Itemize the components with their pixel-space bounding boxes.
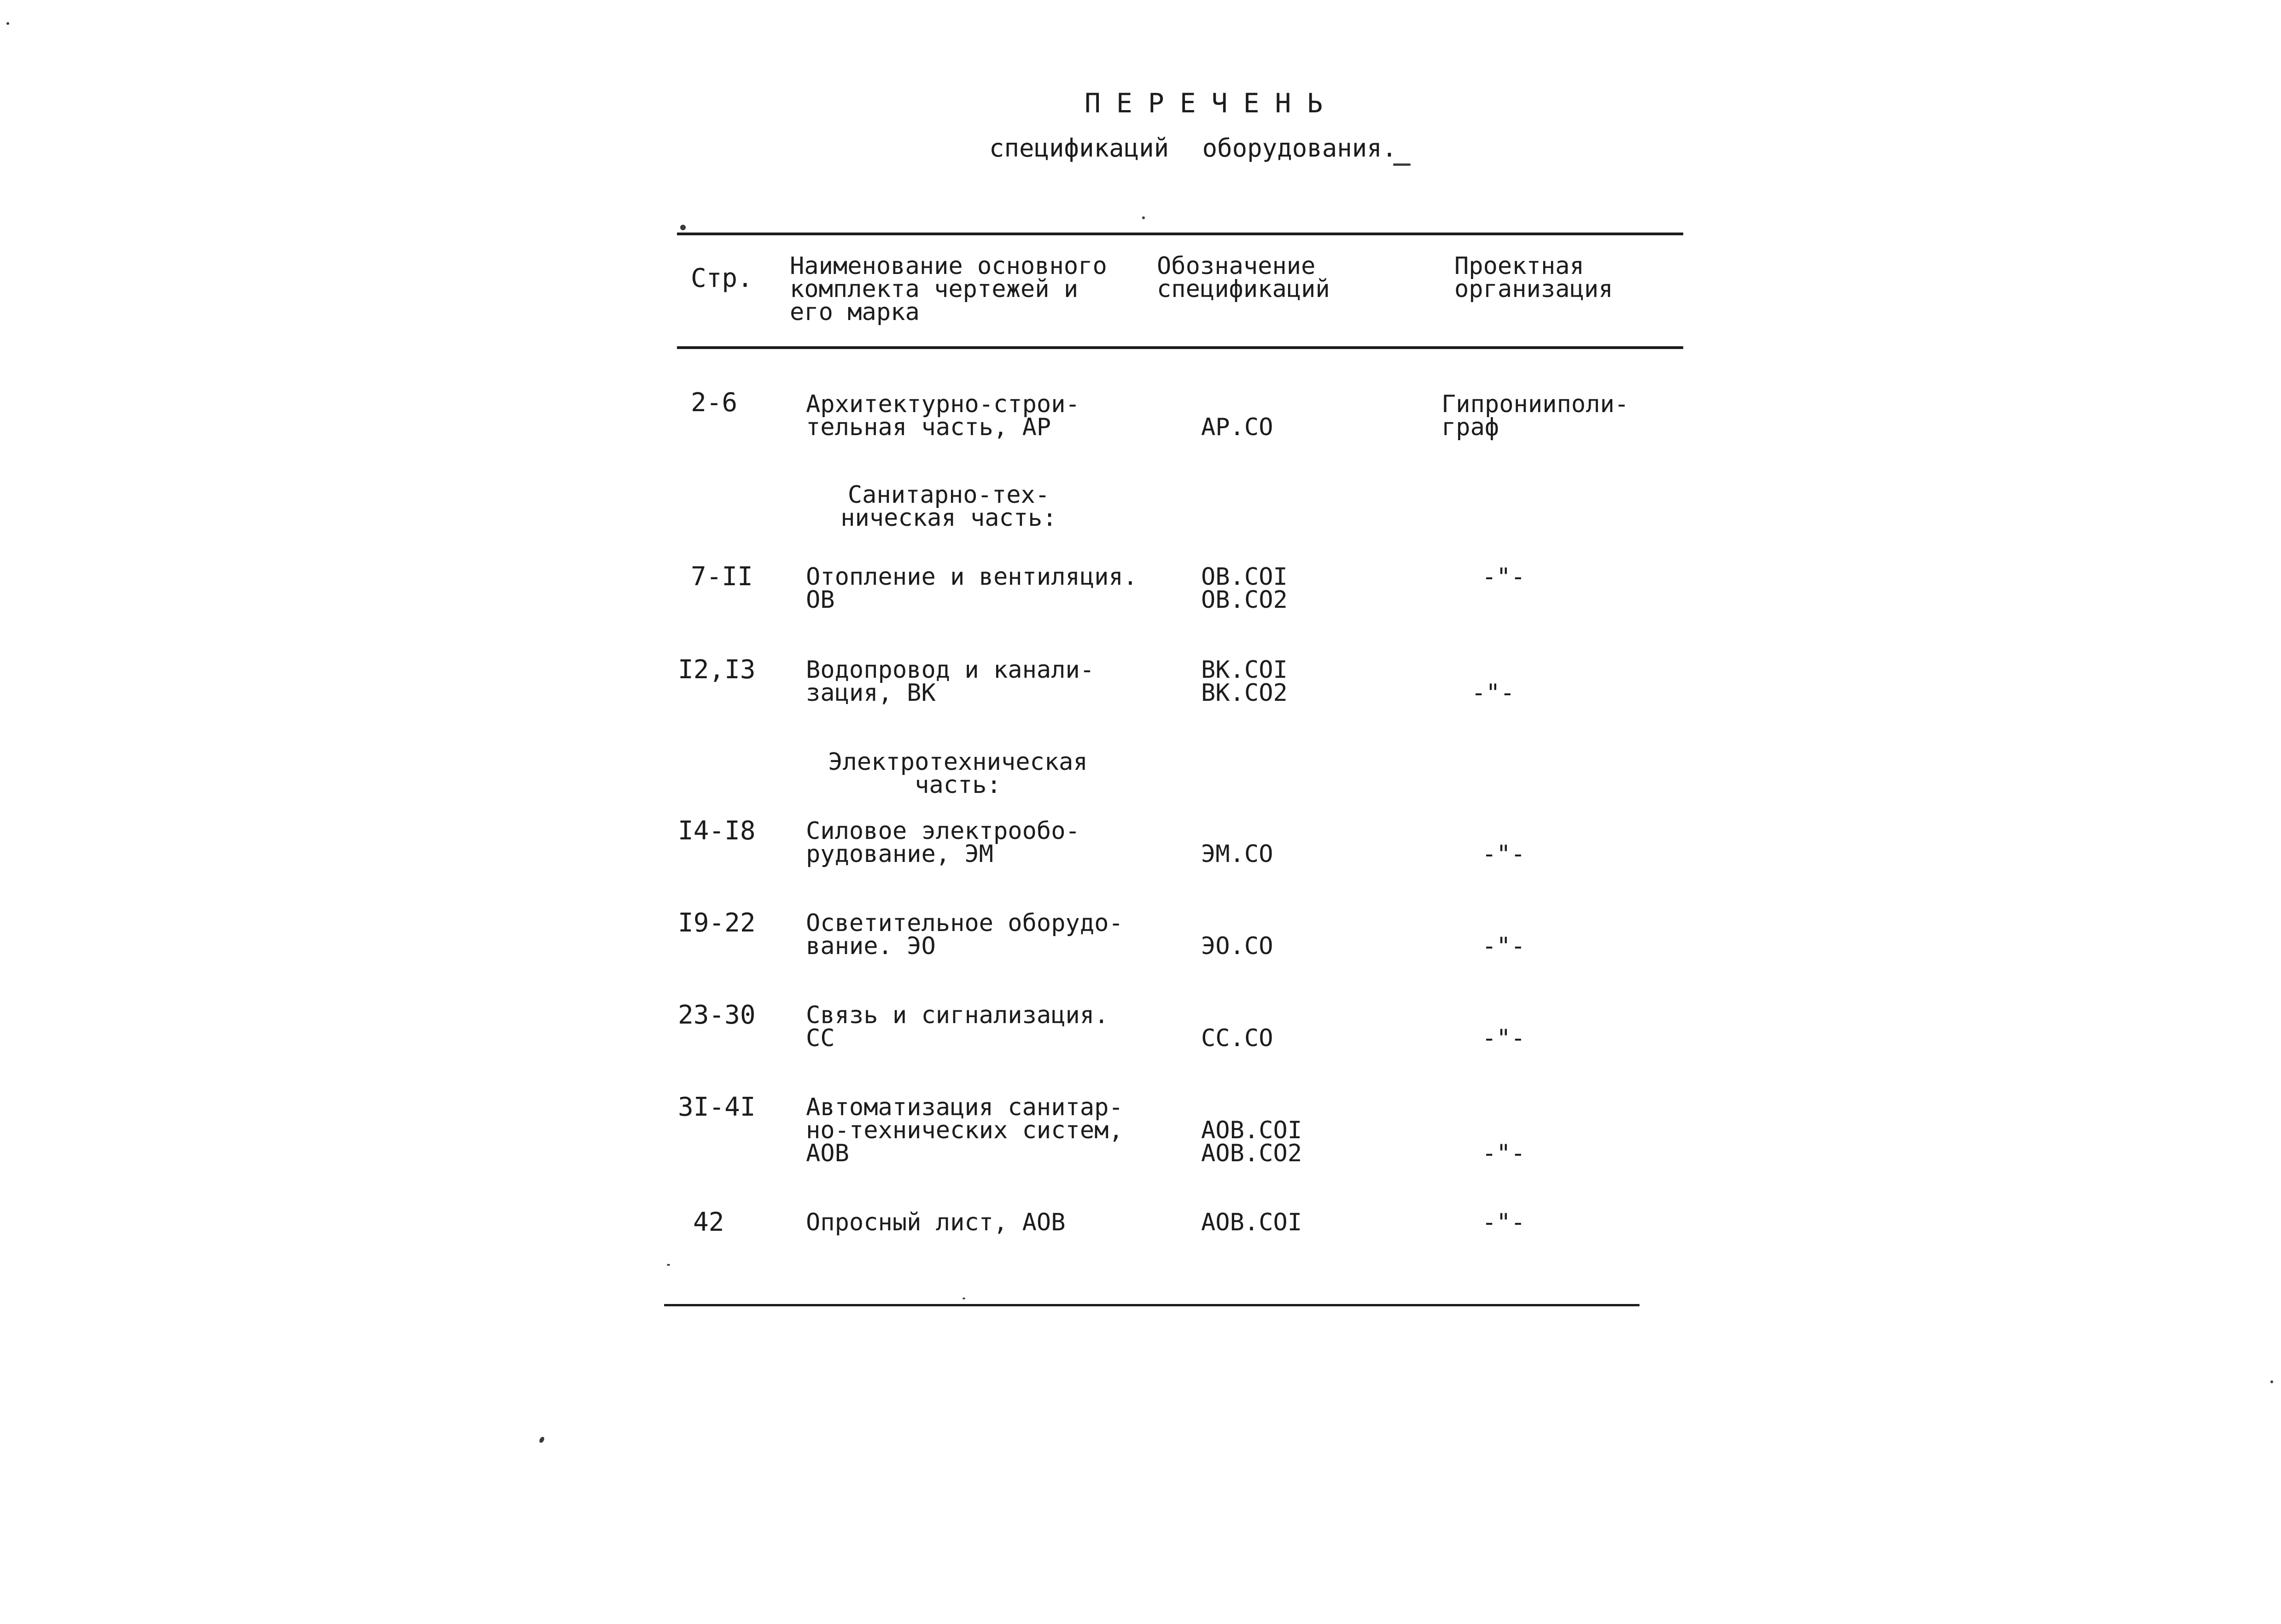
ink-mark [667,1264,670,1266]
row-organization: -"- [1482,932,1525,960]
row-designation: ОВ.СОI ОВ.СО2 [1201,563,1288,614]
header-designation: Обозначение спецификаций [1157,252,1330,303]
row-designation: СС.СО [1201,1024,1273,1052]
ink-mark [1142,216,1145,219]
row-designation: АОВ.СОI [1201,1209,1302,1236]
row-name: Автоматизация санитар- но-технических систем, АОВ [806,1094,1123,1167]
ink-mark [6,22,9,25]
row-organization: -"- [1482,1209,1525,1236]
row-page: 7-II [691,562,753,592]
row-name: Осветительное оборудо- вание. ЭО [806,909,1123,960]
row-page: I9-22 [678,908,756,938]
row-name: Связь и сигнализация. СС [806,1001,1109,1052]
section-heading: Санитарно-тех- ническая часть: [840,481,1057,532]
row-name: Отопление и вентиляция. ОВ [806,563,1138,614]
row-organization: -"- [1482,1140,1525,1167]
row-organization: -"- [1482,1024,1525,1052]
header-page: Стр. [691,263,753,293]
document-title: ПЕРЕЧЕНЬ [1085,87,1339,119]
row-designation: ЭО.СО [1201,932,1273,960]
row-organization: -"- [1482,840,1525,868]
row-designation: ЭМ.СО [1201,840,1273,868]
row-page: 2-6 [691,388,738,418]
row-name: Опросный лист, АОВ [806,1209,1066,1236]
row-page: I4-I8 [678,816,756,846]
ink-mark [680,225,686,230]
ink-mark [2270,1380,2273,1383]
row-name: Архитектурно-строи- тельная часть, АР [806,390,1080,441]
row-designation: АР.СО [1201,413,1273,441]
row-page: 3I-4I [678,1092,756,1122]
row-name: Водопровод и канали- зация, ВК [806,656,1095,707]
row-page: 42 [693,1207,724,1237]
row-page: 23-30 [678,1000,756,1030]
row-name: Силовое электрообо- рудование, ЭМ [806,817,1080,868]
ink-mark [1393,163,1411,166]
row-designation: ВК.СОI ВК.СО2 [1201,656,1288,707]
row-organization: Гипрониипoли- граф [1441,390,1629,441]
row-organization: -"- [1482,563,1525,591]
section-heading: Электротехническая часть: [828,748,1088,799]
ink-mark [963,1298,965,1299]
row-organization: -"- [1471,679,1515,707]
header-name: Наименование основного комплекта чертежей и его марка [790,252,1107,326]
document-subtitle: спецификаций оборудования. [989,134,1397,163]
header-organization: Проектная организация [1454,252,1613,303]
row-page: I2,I3 [678,655,756,685]
row-designation: АОВ.СОI АОВ.СО2 [1201,1117,1302,1167]
header-bottom-rule [677,346,1683,349]
table-top-rule [677,233,1683,235]
table-bottom-rule [664,1304,1639,1306]
ink-mark [538,1436,545,1444]
